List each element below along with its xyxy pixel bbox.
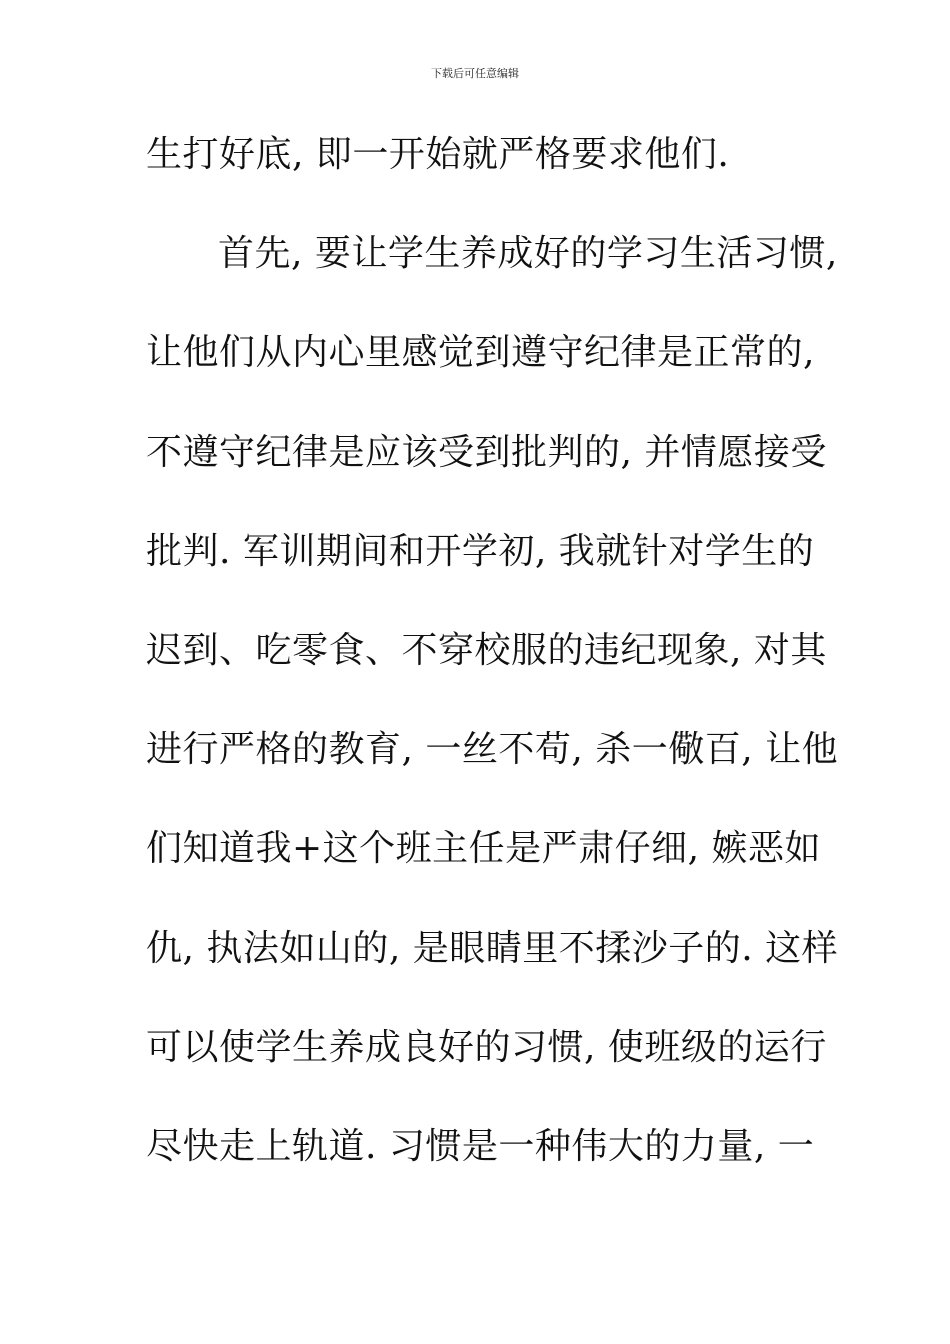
- text-line: 们知道我+这个班主任是严肃仔细, 嫉恶如: [146, 828, 822, 870]
- text-line: 尽快走上轨道. 习惯是一种伟大的力量, 一: [146, 1125, 815, 1167]
- page-header: 下载后可任意编辑: [431, 67, 519, 80]
- text-line: 批判. 军训期间和开学初, 我就针对学生的: [146, 530, 815, 572]
- text-line: 让他们从内心里感觉到遵守纪律是正常的,: [146, 332, 815, 374]
- text-line: 生打好底, 即一开始就严格要求他们.: [146, 134, 730, 175]
- text-line: 迟到、吃零食、不穿校服的违纪现象, 对其: [146, 629, 827, 671]
- text-line: 可以使学生养成良好的习惯, 使班级的运行: [146, 1026, 827, 1068]
- text-line: 仇, 执法如山的, 是眼睛里不揉沙子的. 这样: [146, 927, 839, 969]
- text-line: 不遵守纪律是应该受到批判的, 并情愿接受: [146, 431, 827, 473]
- text-line: 进行严格的教育, 一丝不苟, 杀一儆百, 让他: [146, 729, 839, 771]
- document-body: [146, 122, 839, 1213]
- paragraph-start-line: 首先, 要让学生养成好的学习生活习惯,: [218, 233, 838, 275]
